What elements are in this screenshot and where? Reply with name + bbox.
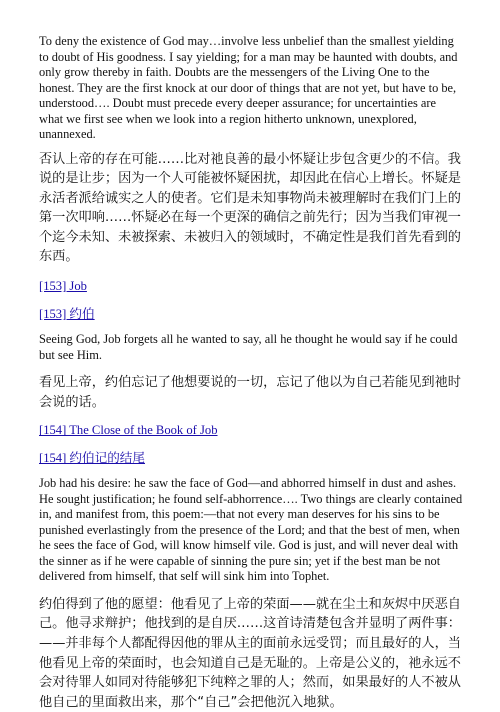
link-154-close-of-job-zh[interactable]: [154] 约伯记的结尾 <box>39 451 145 466</box>
paragraph-seeing-god-en: Seeing God, Job forgets all he wanted to say, all he thought he would say if he could but see Him. <box>39 332 458 362</box>
link-154-close-of-job[interactable]: [154] The Close of the Book of Job <box>39 423 218 438</box>
paragraph-seeing-god-zh: 看见上帝，约伯忘记了他想要说的一切，忘记了他以为自己若能见到祂时会说的话。 <box>39 375 461 410</box>
link-153-job-zh[interactable]: [153] 约伯 <box>39 307 95 322</box>
paragraph-doubt-zh: 否认上帝的存在可能……比对祂良善的最小怀疑让步包含更少的不信。我说的是让步；因为一个人可能被怀疑困扰，却因此在信心上增长。怀疑是永活者派给诚实之人的使者。它们是未知事物尚未被理解时在我们门上的第一次叩响……怀疑必在每一个更深的确信之前先行；因为当我们审视一个迄今未知、未被探索、未被归入的领域时，不确定性是我们首先看到的东西。 <box>39 151 461 265</box>
document-page <box>39 34 463 712</box>
paragraph-job-desire-en: Job had his desire: he saw the face of God—and abhorred himself in dust and ashes. He sought justification; he found self-abhorrence…. Two things are clearly contained in, and manifest from, this poem:—that not every man deserves for his sins to be punished everlastingly from the presence of the Lord; and that the best of men, when he sees the face of God, will know himself vile. God is just, and will never deal with the sinner as if he were capable of sinning the pure sin; yet if the best man be not delivered from himself, that self will sink him into Tophet. <box>39 476 463 584</box>
link-153-job[interactable]: [153] Job <box>39 279 87 294</box>
paragraph-job-desire-zh: 约伯得到了他的愿望：他看见了上帝的荣面——就在尘土和灰烬中厌恶自己。他寻求辩护；他找到的是自厌……这首诗清楚包含并显明了两件事：——并非每个人都配得因他的罪从主的面前永远受罚；而且最好的人，当他看见上帝的荣面时，也会知道自己是无耻的。上帝是公义的，祂永远不会对待罪人如同对待能够犯下纯粹之罪的人；然而，如果最好的人不被从他自己的里面救出来，那个“自己”会把他沉入地狱。 <box>39 596 461 710</box>
paragraph-doubt-en: To deny the existence of God may…involve less unbelief than the smallest yielding to doubt of His goodness. I say yielding; for a man may be haunted with doubts, and only grow thereby in faith. Doubts are the messengers of the Living One to the honest. They are the first knock at our door of things that are not yet, but have to be, understood…. Doubt must precede every deeper assurance; for uncertainties are what we first see when we look into a region hitherto unknown, unexplored, unannexed. <box>39 34 458 141</box>
